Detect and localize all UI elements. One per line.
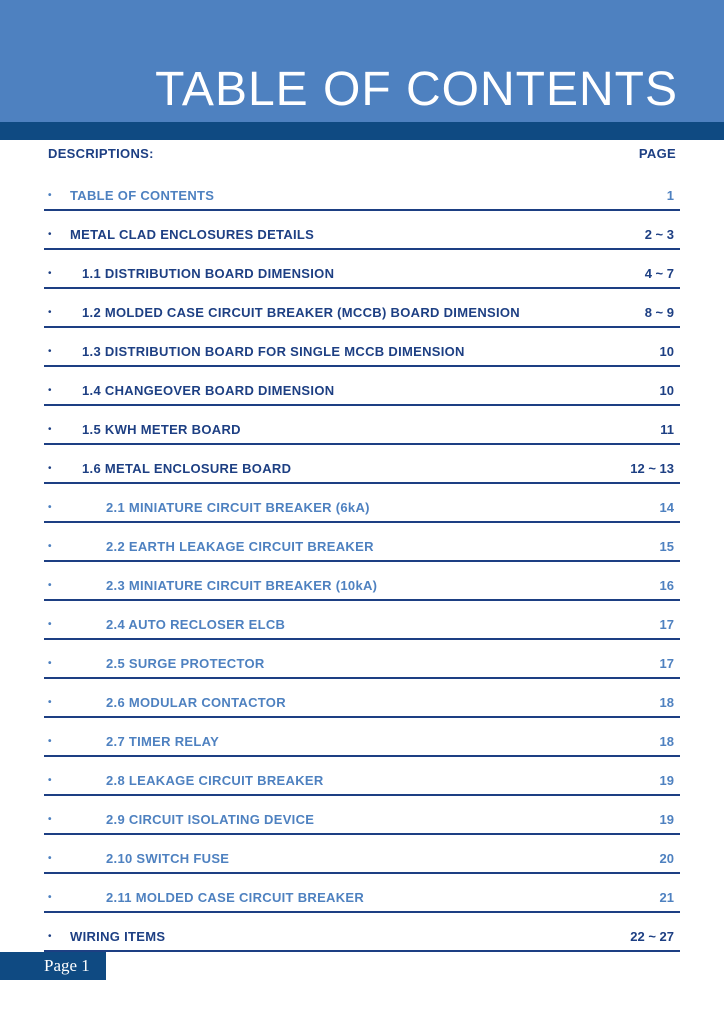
- toc-entry-page: 12 ~ 13: [630, 461, 674, 476]
- table-of-contents-list: [44, 172, 680, 952]
- toc-entry[interactable]: [44, 718, 680, 757]
- toc-entry-label: 2.8 LEAKAGE CIRCUIT BREAKER: [106, 773, 324, 788]
- toc-entry-label: 2.9 CIRCUIT ISOLATING DEVICE: [106, 812, 315, 827]
- toc-entry-label: 1.4 CHANGEOVER BOARD DIMENSION: [82, 383, 335, 398]
- toc-entry-page: 4 ~ 7: [644, 266, 674, 281]
- toc-entry-label: 2.4 AUTO RECLOSER ELCB: [106, 617, 286, 632]
- bullet-icon: •: [48, 853, 52, 864]
- bullet-icon: •: [48, 931, 52, 942]
- toc-entry-label: 2.11 MOLDED CASE CIRCUIT BREAKER: [106, 890, 365, 905]
- toc-entry-label: 2.1 MINIATURE CIRCUIT BREAKER (6kA): [106, 500, 370, 515]
- bullet-icon: •: [48, 268, 52, 279]
- toc-entry-page: 18: [659, 734, 674, 749]
- toc-entry-label: 2.3 MINIATURE CIRCUIT BREAKER (10kA): [106, 578, 378, 593]
- toc-entry[interactable]: [44, 796, 680, 835]
- toc-entry-page: 10: [659, 344, 674, 359]
- bullet-icon: •: [48, 385, 52, 396]
- page-title: TABLE OF CONTENTS: [155, 63, 678, 116]
- toc-entry-label: 1.1 DISTRIBUTION BOARD DIMENSION: [82, 266, 335, 281]
- bullet-icon: •: [48, 814, 52, 825]
- toc-entry-label: 2.10 SWITCH FUSE: [106, 851, 230, 866]
- toc-entry-page: 14: [659, 500, 674, 515]
- bullet-icon: •: [48, 502, 52, 513]
- bullet-icon: •: [48, 463, 52, 474]
- toc-entry-label: WIRING ITEMS: [70, 929, 166, 944]
- toc-entry[interactable]: [44, 640, 680, 679]
- toc-entry[interactable]: [44, 328, 680, 367]
- bullet-icon: •: [48, 541, 52, 552]
- toc-entry-label: 2.6 MODULAR CONTACTOR: [106, 695, 286, 710]
- toc-entry[interactable]: [44, 484, 680, 523]
- bullet-icon: •: [48, 229, 52, 240]
- bullet-icon: •: [48, 697, 52, 708]
- toc-entry-page: 17: [659, 656, 674, 671]
- bullet-icon: •: [48, 580, 52, 591]
- toc-entry[interactable]: [44, 523, 680, 562]
- toc-entry-page: 16: [659, 578, 674, 593]
- toc-entry-label: TABLE OF CONTENTS: [70, 188, 215, 203]
- toc-entry[interactable]: [44, 445, 680, 484]
- toc-entry[interactable]: [44, 172, 680, 211]
- footer-page-number: Page 1: [44, 956, 90, 975]
- toc-entry[interactable]: [44, 562, 680, 601]
- toc-entry-page: 1: [666, 188, 674, 203]
- toc-entry-page: 22 ~ 27: [630, 929, 674, 944]
- toc-entry-label: 2.2 EARTH LEAKAGE CIRCUIT BREAKER: [106, 539, 374, 554]
- toc-entry[interactable]: [44, 406, 680, 445]
- bullet-icon: •: [48, 892, 52, 903]
- toc-entry-page: 2 ~ 3: [644, 227, 674, 242]
- toc-entry-page: 15: [659, 539, 674, 554]
- bullet-icon: •: [48, 658, 52, 669]
- toc-entry[interactable]: [44, 601, 680, 640]
- toc-entry[interactable]: [44, 835, 680, 874]
- bullet-icon: •: [48, 775, 52, 786]
- toc-entry-page: 18: [659, 695, 674, 710]
- header-band: [0, 122, 724, 140]
- toc-entry[interactable]: [44, 289, 680, 328]
- bullet-icon: •: [48, 424, 52, 435]
- toc-entry[interactable]: [44, 679, 680, 718]
- page-column-heading: PAGE: [638, 146, 676, 161]
- toc-entry-label: 2.5 SURGE PROTECTOR: [106, 656, 265, 671]
- toc-entry-page: 19: [659, 773, 674, 788]
- toc-entry-label: 2.7 TIMER RELAY: [106, 734, 220, 749]
- toc-entry[interactable]: [44, 211, 680, 250]
- bullet-icon: •: [48, 190, 52, 201]
- toc-entry[interactable]: [44, 757, 680, 796]
- toc-entry[interactable]: [44, 250, 680, 289]
- toc-entry-page: 21: [659, 890, 674, 905]
- toc-entry-label: 1.3 DISTRIBUTION BOARD FOR SINGLE MCCB DIMENSION: [82, 344, 465, 359]
- toc-entry-page: 19: [659, 812, 674, 827]
- toc-entry-label: 1.2 MOLDED CASE CIRCUIT BREAKER (MCCB) BOARD DIMENSION: [82, 305, 520, 320]
- toc-entry[interactable]: [44, 874, 680, 913]
- bullet-icon: •: [48, 346, 52, 357]
- toc-entry-page: 17: [659, 617, 674, 632]
- toc-entry-page: 20: [659, 851, 674, 866]
- toc-entry-page: 8 ~ 9: [644, 305, 674, 320]
- toc-entry[interactable]: [44, 913, 680, 952]
- bullet-icon: •: [48, 619, 52, 630]
- toc-entry-label: METAL CLAD ENCLOSURES DETAILS: [70, 227, 315, 242]
- toc-entry-page: 10: [659, 383, 674, 398]
- toc-entry-page: 11: [660, 422, 674, 437]
- toc-entry[interactable]: [44, 367, 680, 406]
- bullet-icon: •: [48, 307, 52, 318]
- toc-entry-label: 1.5 KWH METER BOARD: [82, 422, 241, 437]
- descriptions-column-heading: DESCRIPTIONS:: [48, 146, 154, 161]
- bullet-icon: •: [48, 736, 52, 747]
- toc-entry-label: 1.6 METAL ENCLOSURE BOARD: [82, 461, 292, 476]
